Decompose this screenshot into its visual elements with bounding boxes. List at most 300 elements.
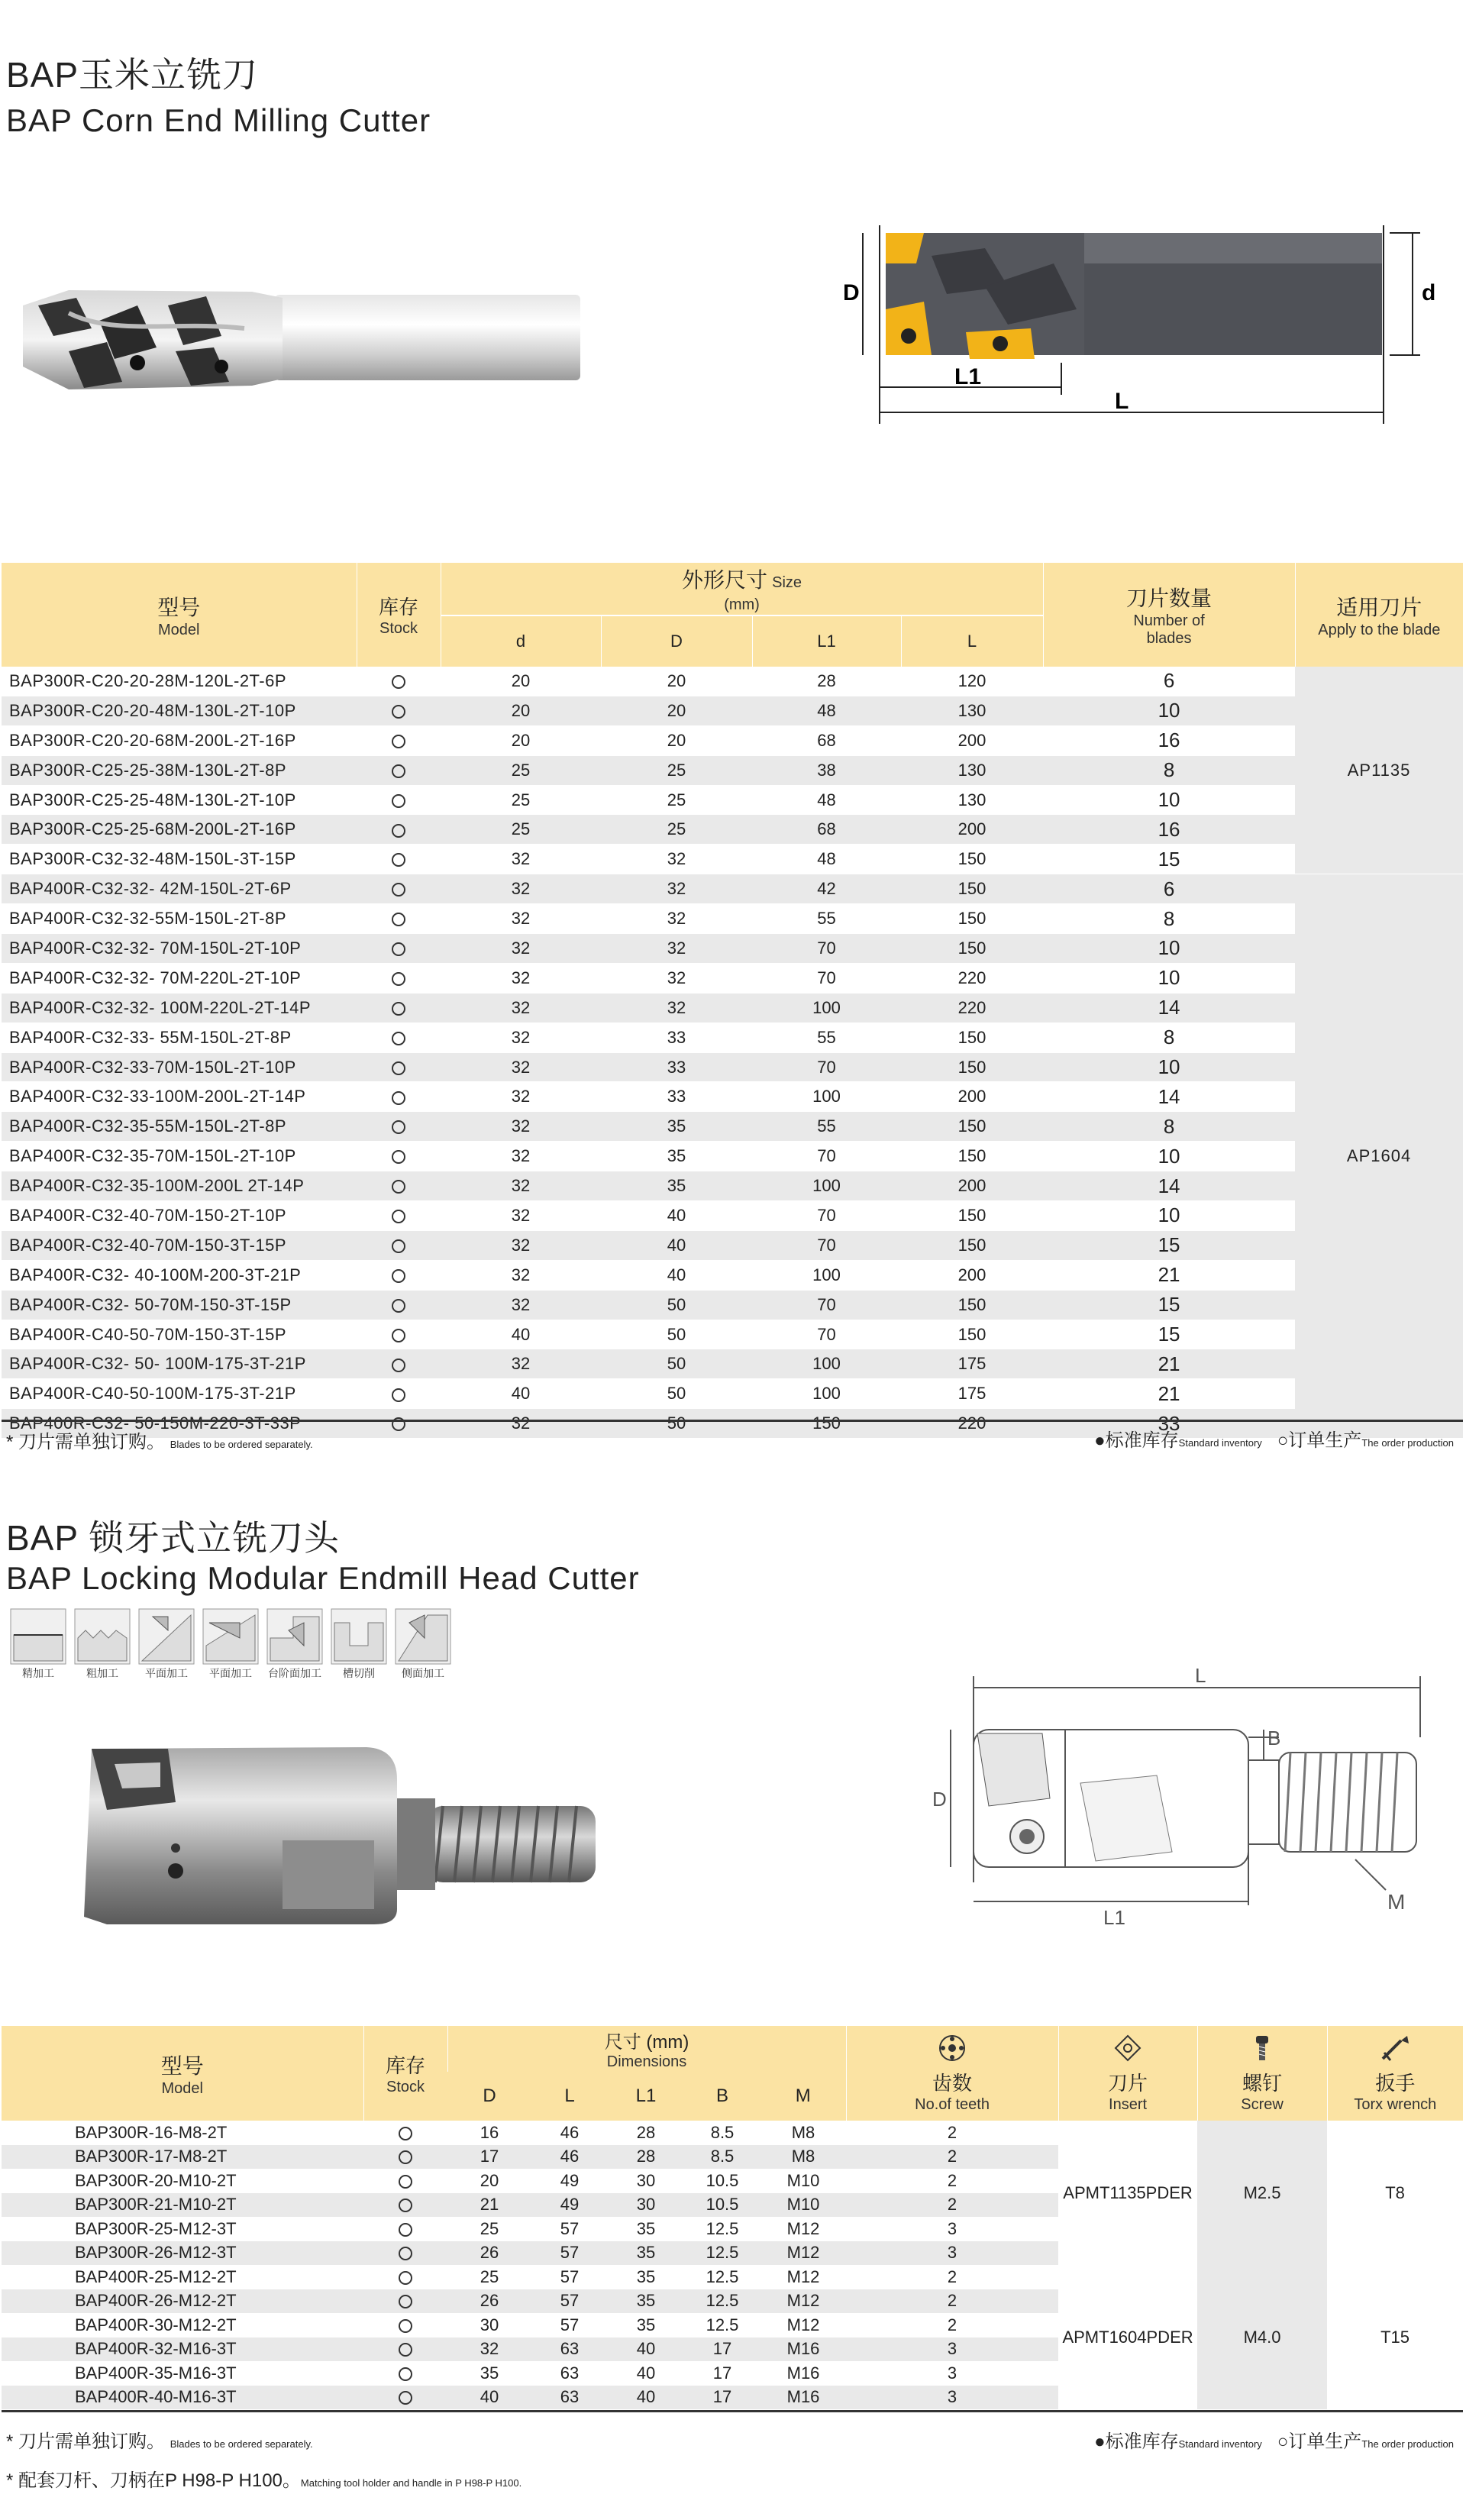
stock-cell — [357, 1379, 441, 1409]
table-row — [2, 1082, 1463, 1112]
L-cell: 150 — [901, 874, 1043, 904]
M-cell: M12 — [760, 2289, 846, 2314]
header-D: D — [601, 615, 752, 667]
stock-cell — [363, 2169, 447, 2193]
d-cell: 32 — [441, 1290, 601, 1320]
D-cell: 40 — [447, 2386, 531, 2410]
M-cell: M10 — [760, 2169, 846, 2193]
D-cell: 50 — [601, 1379, 752, 1409]
header2-D: D — [447, 2072, 531, 2121]
blades-cell: 10 — [1043, 1052, 1295, 1082]
model-cell: BAP400R-C32-32-55M-150L-2T-8P — [2, 904, 357, 934]
L1-cell: 40 — [608, 2337, 684, 2362]
d-cell: 32 — [441, 1142, 601, 1171]
d-cell: 40 — [441, 1320, 601, 1349]
M-cell: M8 — [760, 2121, 846, 2145]
teeth-cell: 2 — [846, 2265, 1058, 2289]
d-cell: 20 — [441, 725, 601, 755]
model-cell: BAP400R-C40-50-100M-175-3T-21P — [2, 1379, 357, 1409]
wrench-group-cell: T8 — [1327, 2121, 1463, 2265]
L-cell: 57 — [531, 2289, 608, 2314]
stock-cell — [357, 1349, 441, 1379]
blades-cell: 21 — [1043, 1260, 1295, 1290]
model-cell: BAP400R-C32- 50- 100M-175-3T-21P — [2, 1349, 357, 1379]
table-row — [2, 1201, 1463, 1231]
stock-cell — [357, 993, 441, 1023]
modular-head-table — [2, 2026, 1463, 2409]
diagram2-label-L: L — [1195, 1664, 1206, 1687]
D-cell: 26 — [447, 2289, 531, 2314]
B-cell: 17 — [684, 2386, 760, 2410]
d-cell: 32 — [441, 1171, 601, 1201]
B-cell: 8.5 — [684, 2145, 760, 2169]
L1-cell: 100 — [752, 1260, 901, 1290]
stock-cell — [363, 2217, 447, 2241]
D-cell: 50 — [601, 1349, 752, 1379]
B-cell: 12.5 — [684, 2289, 760, 2314]
diagram2-label-B: B — [1267, 1727, 1281, 1749]
section1-title-en: BAP Corn End Milling Cutter — [6, 102, 431, 138]
screw-group-cell: M4.0 — [1197, 2265, 1327, 2409]
teeth-cell: 2 — [846, 2193, 1058, 2218]
M-cell: M10 — [760, 2193, 846, 2218]
order-circle-icon — [392, 1359, 405, 1372]
D-cell: 40 — [601, 1230, 752, 1260]
header2-L: L — [531, 2072, 608, 2121]
L-cell: 63 — [531, 2337, 608, 2362]
D-cell: 32 — [601, 904, 752, 934]
L1-cell: 100 — [752, 993, 901, 1023]
insert-icon — [1112, 2033, 1143, 2063]
table-row — [2, 993, 1463, 1023]
L-cell: 57 — [531, 2265, 608, 2289]
header2-dimensions: 尺寸 (mm) Dimensions — [447, 2026, 846, 2072]
insert-group-cell: APMT1604PDER — [1058, 2265, 1197, 2409]
table-row — [2, 696, 1463, 725]
model-cell: BAP300R-16-M8-2T — [2, 2121, 363, 2145]
table-row — [2, 1171, 1463, 1201]
section2-title-en: BAP Locking Modular Endmill Head Cutter — [6, 1560, 640, 1596]
L1-cell: 40 — [608, 2361, 684, 2386]
M-cell: M16 — [760, 2337, 846, 2362]
blades-cell: 15 — [1043, 1290, 1295, 1320]
D-cell: 50 — [601, 1320, 752, 1349]
blades-cell: 10 — [1043, 785, 1295, 815]
D-cell: 25 — [447, 2217, 531, 2241]
stock-cell — [357, 1230, 441, 1260]
section1-title-cn: BAP玉米立铣刀 — [6, 55, 259, 95]
order-circle-icon — [392, 883, 405, 897]
L1-cell: 70 — [752, 963, 901, 993]
d-cell: 32 — [441, 1260, 601, 1290]
L1-cell: 35 — [608, 2241, 684, 2266]
D-cell: 25 — [447, 2265, 531, 2289]
order-circle-icon — [392, 1120, 405, 1134]
insert-group-cell: APMT1135PDER — [1058, 2121, 1197, 2265]
L1-cell: 40 — [608, 2386, 684, 2410]
order-circle-icon — [399, 2391, 412, 2405]
D-cell: 32 — [447, 2337, 531, 2362]
L-cell: 150 — [901, 1320, 1043, 1349]
d-cell: 32 — [441, 874, 601, 904]
B-cell: 12.5 — [684, 2265, 760, 2289]
model-cell: BAP400R-25-M12-2T — [2, 2265, 363, 2289]
order-circle-icon — [399, 2343, 412, 2357]
d-cell: 25 — [441, 815, 601, 845]
L-cell: 57 — [531, 2217, 608, 2241]
teeth-cell: 2 — [846, 2145, 1058, 2169]
stock-cell — [357, 845, 441, 874]
model-cell: BAP400R-C32-32- 70M-220L-2T-10P — [2, 963, 357, 993]
stock-cell — [357, 1142, 441, 1171]
model-cell: BAP400R-C32-40-70M-150-2T-10P — [2, 1201, 357, 1231]
stock-cell — [357, 1409, 441, 1439]
L1-cell: 28 — [608, 2145, 684, 2169]
table-row — [2, 1142, 1463, 1171]
table-row — [2, 934, 1463, 964]
model-cell: BAP400R-C32-35-70M-150L-2T-10P — [2, 1142, 357, 1171]
diagram2-label-M: M — [1387, 1890, 1406, 1914]
L1-cell: 70 — [752, 1142, 901, 1171]
model-cell: BAP400R-C32- 40-100M-200-3T-21P — [2, 1260, 357, 1290]
section1-note: * 刀片需单独订购。 Blades to be ordered separately. — [6, 1432, 313, 1452]
stock-cell — [357, 1260, 441, 1290]
L-cell: 120 — [901, 667, 1043, 696]
corn-end-mill-diagram — [832, 218, 1436, 439]
blades-cell: 10 — [1043, 963, 1295, 993]
diagram2-label-D: D — [932, 1788, 947, 1811]
op-slotting-icon: 槽切削 — [330, 1607, 388, 1681]
header-stock: 库存 Stock — [357, 563, 441, 667]
L-cell: 150 — [901, 1142, 1043, 1171]
diagram-label-L1: L1 — [954, 364, 982, 389]
order-circle-icon — [392, 1061, 405, 1075]
teeth-cell: 2 — [846, 2313, 1058, 2337]
table-row — [2, 1052, 1463, 1082]
L1-cell: 48 — [752, 785, 901, 815]
order-circle-icon — [392, 853, 405, 867]
D-cell: 33 — [601, 1082, 752, 1112]
header-size: 外形尺寸 Size (mm) — [441, 563, 1043, 615]
L-cell: 49 — [531, 2169, 608, 2193]
stock-cell — [357, 785, 441, 815]
order-circle-icon — [392, 1002, 405, 1016]
stock-cell — [357, 1052, 441, 1082]
L1-cell: 28 — [752, 667, 901, 696]
model-cell: BAP400R-C32-33-100M-200L-2T-14P — [2, 1082, 357, 1112]
D-cell: 35 — [601, 1171, 752, 1201]
model-cell: BAP300R-25-M12-3T — [2, 2217, 363, 2241]
blade-group-cell: AP1135 — [1295, 667, 1463, 874]
d-cell: 32 — [441, 1082, 601, 1112]
d-cell: 40 — [441, 1379, 601, 1409]
blades-cell: 8 — [1043, 1112, 1295, 1142]
blades-cell: 14 — [1043, 1171, 1295, 1201]
L1-cell: 100 — [752, 1171, 901, 1201]
d-cell: 25 — [441, 755, 601, 785]
D-cell: 32 — [601, 934, 752, 964]
L-cell: 175 — [901, 1349, 1043, 1379]
L-cell: 130 — [901, 755, 1043, 785]
d-cell: 32 — [441, 904, 601, 934]
table-row — [2, 2265, 1463, 2289]
table-row — [2, 1379, 1463, 1409]
blades-cell: 21 — [1043, 1349, 1295, 1379]
blades-cell: 10 — [1043, 1142, 1295, 1171]
blades-cell: 14 — [1043, 993, 1295, 1023]
model-cell: BAP300R-C20-20-68M-200L-2T-16P — [2, 725, 357, 755]
modular-head-photo — [76, 1733, 611, 1932]
model-cell: BAP300R-C25-25-38M-130L-2T-8P — [2, 755, 357, 785]
op-side-milling-icon: 侧面加工 — [394, 1607, 452, 1681]
blades-cell: 8 — [1043, 904, 1295, 934]
stock-cell — [363, 2121, 447, 2145]
L1-cell: 42 — [752, 874, 901, 904]
order-circle-icon — [392, 1388, 405, 1402]
model-cell: BAP400R-C32-32- 42M-150L-2T-6P — [2, 874, 357, 904]
L-cell: 130 — [901, 785, 1043, 815]
corn-end-mill-table — [2, 563, 1463, 1439]
d-cell: 32 — [441, 1023, 601, 1052]
order-circle-icon — [392, 1032, 405, 1045]
L1-cell: 68 — [752, 725, 901, 755]
d-cell: 32 — [441, 1349, 601, 1379]
order-circle-icon — [399, 2295, 412, 2308]
D-cell: 40 — [601, 1260, 752, 1290]
L-cell: 57 — [531, 2241, 608, 2266]
L-cell: 150 — [901, 934, 1043, 964]
order-circle-icon — [392, 913, 405, 926]
d-cell: 32 — [441, 963, 601, 993]
blades-cell: 33 — [1043, 1409, 1295, 1439]
M-cell: M12 — [760, 2217, 846, 2241]
D-cell: 25 — [601, 785, 752, 815]
table-row — [2, 2121, 1463, 2145]
model-cell: BAP400R-40-M16-3T — [2, 2386, 363, 2410]
D-cell: 32 — [601, 845, 752, 874]
order-circle-icon — [392, 735, 405, 748]
operation-icons — [9, 1607, 452, 1681]
model-cell: BAP300R-C20-20-28M-120L-2T-6P — [2, 667, 357, 696]
L1-cell: 55 — [752, 1023, 901, 1052]
d-cell: 32 — [441, 1052, 601, 1082]
table2-bottom-rule — [2, 2410, 1463, 2412]
L-cell: 63 — [531, 2386, 608, 2410]
header2-B: B — [684, 2072, 760, 2121]
B-cell: 17 — [684, 2361, 760, 2386]
d-cell: 20 — [441, 667, 601, 696]
order-circle-icon — [392, 1150, 405, 1164]
L-cell: 150 — [901, 1290, 1043, 1320]
stock-cell — [357, 963, 441, 993]
d-cell: 32 — [441, 1409, 601, 1439]
op-finishing-icon: 精加工 — [9, 1607, 67, 1681]
D-cell: 26 — [447, 2241, 531, 2266]
L-cell: 175 — [901, 1379, 1043, 1409]
order-circle-icon — [399, 2199, 412, 2212]
stock-cell — [357, 1082, 441, 1112]
section2-note2: * 配套刀杆、刀柄在P H98-P H100。Matching tool holder and handle in P H98-P H100. — [6, 2470, 522, 2491]
blades-cell: 16 — [1043, 725, 1295, 755]
L-cell: 130 — [901, 696, 1043, 725]
table-row — [2, 1320, 1463, 1349]
d-cell: 32 — [441, 1112, 601, 1142]
d-cell: 32 — [441, 1230, 601, 1260]
D-cell: 17 — [447, 2145, 531, 2169]
order-circle-icon — [392, 1210, 405, 1223]
section2-title-cn: BAP 锁牙式立铣刀头 — [6, 1518, 340, 1558]
header2-teeth: 齿数 No.of teeth — [846, 2026, 1058, 2121]
stock-cell — [363, 2145, 447, 2169]
diagram-label-L: L — [1115, 389, 1129, 414]
header-model: 型号 Model — [2, 563, 357, 667]
D-cell: 30 — [447, 2313, 531, 2337]
stock-cell — [363, 2313, 447, 2337]
order-circle-icon — [399, 2175, 412, 2189]
model-cell: BAP400R-35-M16-3T — [2, 2361, 363, 2386]
stock-cell — [363, 2193, 447, 2218]
diagram-label-D: D — [843, 280, 860, 305]
diagram-label-d: d — [1422, 280, 1436, 305]
L-cell: 150 — [901, 1052, 1043, 1082]
model-cell: BAP400R-C32-40-70M-150-3T-15P — [2, 1230, 357, 1260]
L1-cell: 70 — [752, 1201, 901, 1231]
blades-cell: 8 — [1043, 755, 1295, 785]
table-row — [2, 1260, 1463, 1290]
L1-cell: 48 — [752, 845, 901, 874]
blades-cell: 10 — [1043, 696, 1295, 725]
table-row — [2, 904, 1463, 934]
teeth-cell: 2 — [846, 2289, 1058, 2314]
d-cell: 25 — [441, 785, 601, 815]
L-cell: 200 — [901, 1082, 1043, 1112]
header2-L1: L1 — [608, 2072, 684, 2121]
blades-cell: 6 — [1043, 874, 1295, 904]
D-cell: 33 — [601, 1052, 752, 1082]
L1-cell: 30 — [608, 2193, 684, 2218]
modular-head-diagram — [928, 1661, 1432, 1959]
L-cell: 200 — [901, 1171, 1043, 1201]
header2-model: 型号 Model — [2, 2026, 363, 2121]
blades-cell: 15 — [1043, 1320, 1295, 1349]
order-circle-icon — [399, 2319, 412, 2333]
D-cell: 20 — [601, 696, 752, 725]
D-cell: 25 — [601, 815, 752, 845]
header2-stock: 库存 Stock — [363, 2026, 447, 2121]
stock-cell — [357, 815, 441, 845]
model-cell: BAP300R-C25-25-68M-200L-2T-16P — [2, 815, 357, 845]
blades-cell: 16 — [1043, 815, 1295, 845]
L-cell: 49 — [531, 2193, 608, 2218]
table-row — [2, 1290, 1463, 1320]
M-cell: M12 — [760, 2313, 846, 2337]
stock-cell — [357, 1112, 441, 1142]
D-cell: 35 — [601, 1142, 752, 1171]
D-cell: 20 — [601, 725, 752, 755]
model-cell: BAP300R-C32-32-48M-150L-3T-15P — [2, 845, 357, 874]
table-row — [2, 667, 1463, 696]
d-cell: 20 — [441, 696, 601, 725]
L-cell: 200 — [901, 1260, 1043, 1290]
stock-cell — [357, 696, 441, 725]
L-cell: 150 — [901, 904, 1043, 934]
blades-cell: 10 — [1043, 934, 1295, 964]
blades-cell: 8 — [1043, 1023, 1295, 1052]
table-row — [2, 845, 1463, 874]
M-cell: M16 — [760, 2361, 846, 2386]
model-cell: BAP400R-26-M12-2T — [2, 2289, 363, 2314]
table-row — [2, 815, 1463, 845]
stock-cell — [357, 1201, 441, 1231]
blade-group-cell: AP1604 — [1295, 874, 1463, 1439]
order-circle-icon — [392, 794, 405, 808]
D-cell: 25 — [601, 755, 752, 785]
table-row — [2, 755, 1463, 785]
L1-cell: 55 — [752, 1112, 901, 1142]
stock-cell — [363, 2241, 447, 2266]
L-cell: 150 — [901, 1023, 1043, 1052]
M-cell: M12 — [760, 2265, 846, 2289]
L1-cell: 35 — [608, 2289, 684, 2314]
order-circle-icon — [392, 942, 405, 956]
header2-screw: 螺钉 Screw — [1197, 2026, 1327, 2121]
order-circle-icon — [392, 705, 405, 719]
D-cell: 32 — [601, 993, 752, 1023]
order-circle-icon — [399, 2367, 412, 2381]
header2-insert: 刀片 Insert — [1058, 2026, 1197, 2121]
order-circle-icon — [399, 2223, 412, 2237]
D-cell: 20 — [601, 667, 752, 696]
model-cell: BAP400R-C32- 50-70M-150-3T-15P — [2, 1290, 357, 1320]
L1-cell: 100 — [752, 1379, 901, 1409]
D-cell: 21 — [447, 2193, 531, 2218]
section1-legend: ●标准库存Standard inventory ○订单生产The order production — [1094, 1430, 1454, 1451]
section2-legend: ●标准库存Standard inventory ○订单生产The order production — [1094, 2431, 1454, 2452]
teeth-cell: 3 — [846, 2386, 1058, 2410]
B-cell: 8.5 — [684, 2121, 760, 2145]
order-circle-icon — [399, 2247, 412, 2260]
D-cell: 40 — [601, 1201, 752, 1231]
L1-cell: 70 — [752, 1052, 901, 1082]
screw-icon — [1247, 2033, 1277, 2063]
blades-cell: 6 — [1043, 667, 1295, 696]
model-cell: BAP300R-C20-20-48M-130L-2T-10P — [2, 696, 357, 725]
table-row — [2, 874, 1463, 904]
d-cell: 32 — [441, 1201, 601, 1231]
op-plane-milling-icon: 平面加工 — [202, 1607, 260, 1681]
order-circle-icon — [392, 824, 405, 838]
model-cell: BAP400R-C32-35-55M-150L-2T-8P — [2, 1112, 357, 1142]
B-cell: 12.5 — [684, 2313, 760, 2337]
stock-cell — [363, 2289, 447, 2314]
L-cell: 200 — [901, 725, 1043, 755]
order-circle-icon — [399, 2271, 412, 2285]
d-cell: 32 — [441, 845, 601, 874]
stock-cell — [357, 1320, 441, 1349]
wrench-icon — [1378, 2033, 1412, 2063]
L-cell: 150 — [901, 1112, 1043, 1142]
stock-cell — [357, 1171, 441, 1201]
order-circle-icon — [392, 1269, 405, 1283]
header-apply: 适用刀片 Apply to the blade — [1295, 563, 1463, 667]
teeth-cell: 3 — [846, 2241, 1058, 2266]
table-row — [2, 1023, 1463, 1052]
L1-cell: 70 — [752, 1290, 901, 1320]
B-cell: 10.5 — [684, 2193, 760, 2218]
model-cell: BAP400R-C32-32- 100M-220L-2T-14P — [2, 993, 357, 1023]
model-cell: BAP300R-C25-25-48M-130L-2T-10P — [2, 785, 357, 815]
L1-cell: 70 — [752, 1230, 901, 1260]
